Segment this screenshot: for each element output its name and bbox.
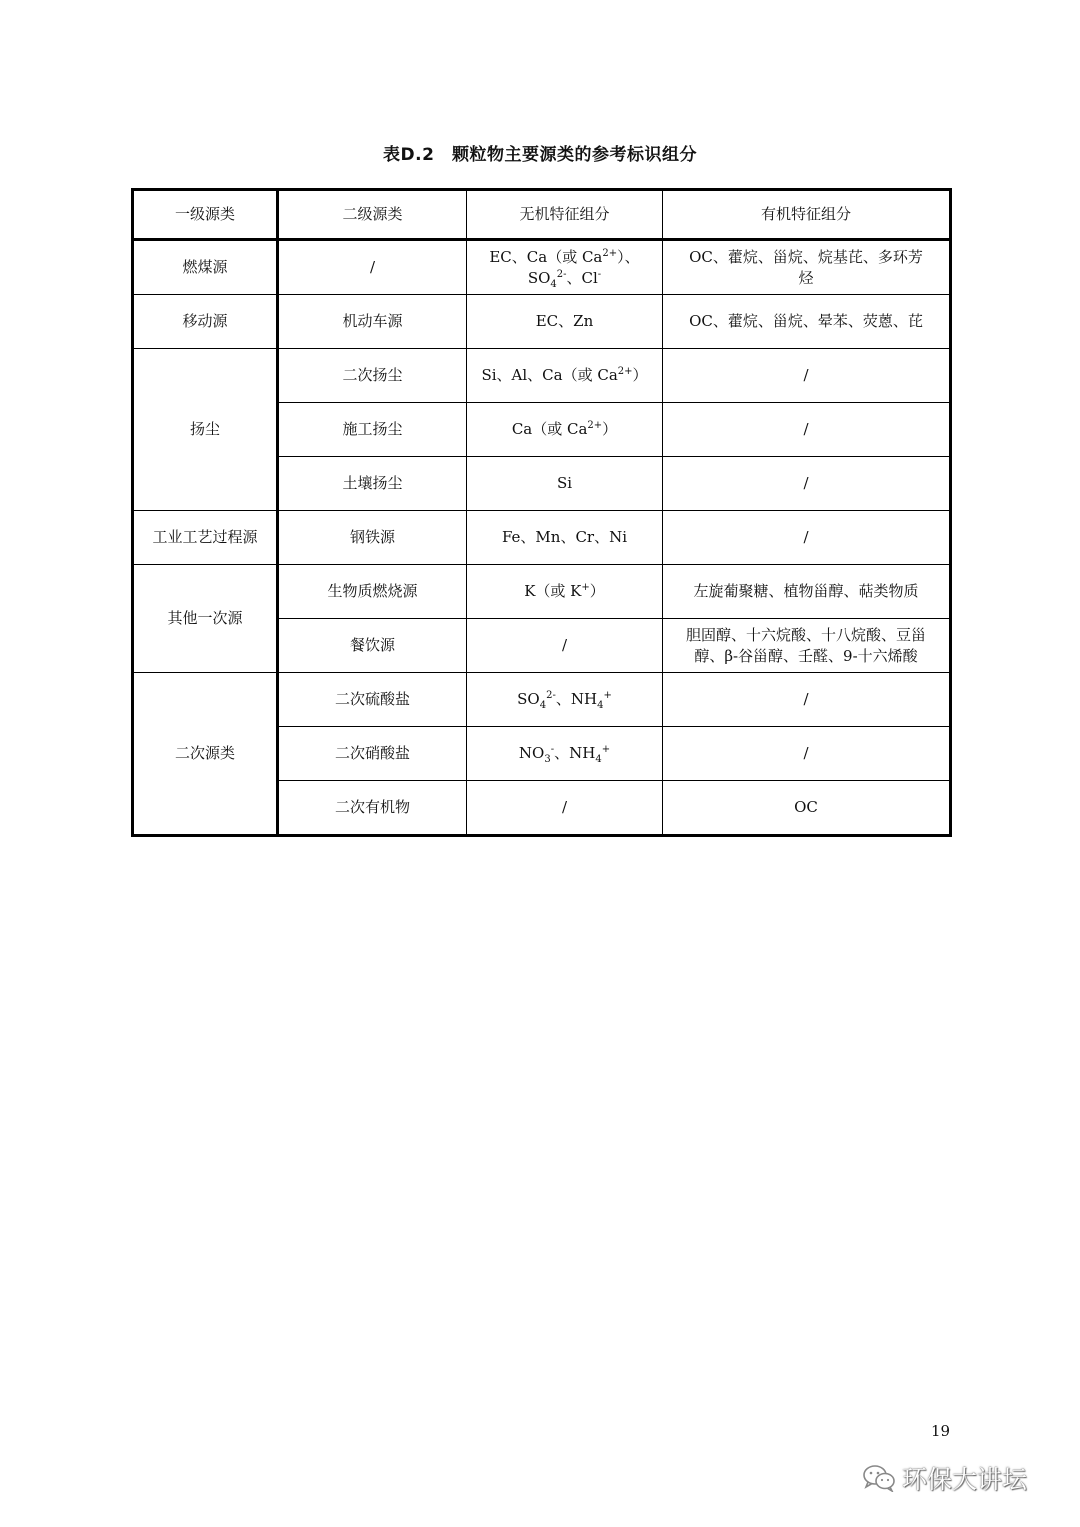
- inorganic-components-cell: $SO_4^{2-}$、$NH_4^+$: [467, 673, 663, 727]
- primary-source-cell: 工业工艺过程源: [133, 511, 278, 565]
- secondary-source-cell: 二次硫酸盐: [278, 673, 467, 727]
- watermark-text: 环保大讲坛: [902, 1465, 1028, 1494]
- wechat-icon: [862, 1464, 896, 1492]
- secondary-source-cell: 土壤扬尘: [278, 457, 467, 511]
- secondary-source-cell: 餐饮源: [278, 619, 467, 673]
- inorganic-components-cell: Si、Al、Ca（或 $Ca^{2+}$）: [467, 349, 663, 403]
- secondary-source-cell: 二次硝酸盐: [278, 727, 467, 781]
- organic-components-cell: OC、藿烷、甾烷、晕苯、荧蒽、芘: [663, 295, 951, 349]
- inorganic-components-cell: K（或 K+）: [467, 565, 663, 619]
- secondary-source-cell: 施工扬尘: [278, 403, 467, 457]
- primary-source-cell: 燃煤源: [133, 240, 278, 295]
- header-primary-source: 一级源类: [133, 190, 278, 240]
- primary-source-cell: 移动源: [133, 295, 278, 349]
- organic-components-cell: /: [663, 457, 951, 511]
- inorganic-components-cell: Si: [467, 457, 663, 511]
- organic-components-cell: 左旋葡聚糖、植物甾醇、萜类物质: [663, 565, 951, 619]
- header-inorganic-components: 无机特征组分: [467, 190, 663, 240]
- organic-components-cell: OC、藿烷、甾烷、烷基芘、多环芳 烃: [663, 240, 951, 295]
- table-row: [133, 349, 951, 403]
- inorganic-components-cell: EC、Zn: [467, 295, 663, 349]
- watermark: [862, 1460, 1027, 1496]
- table-title: 表D.2 颗粒物主要源类的参考标识组分: [383, 145, 697, 165]
- table-row: [133, 511, 951, 565]
- secondary-source-cell: 生物质燃烧源: [278, 565, 467, 619]
- table-header-row: [133, 190, 951, 240]
- table-row: [133, 565, 951, 619]
- table-body: [133, 190, 951, 836]
- secondary-source-cell: 钢铁源: [278, 511, 467, 565]
- secondary-source-cell: /: [278, 240, 467, 295]
- header-secondary-source: 二级源类: [278, 190, 467, 240]
- page-number: 19: [931, 1422, 951, 1440]
- inorganic-components-cell: /: [467, 781, 663, 836]
- reference-components-table: [131, 188, 952, 837]
- secondary-source-cell: 二次有机物: [278, 781, 467, 836]
- inorganic-components-cell: /: [467, 619, 663, 673]
- secondary-source-cell: 二次扬尘: [278, 349, 467, 403]
- secondary-source-cell: 机动车源: [278, 295, 467, 349]
- organic-components-cell: /: [663, 511, 951, 565]
- inorganic-components-cell: Ca（或 $Ca^{2+}$）: [467, 403, 663, 457]
- table-row: [133, 240, 951, 295]
- organic-components-cell: OC: [663, 781, 951, 836]
- primary-source-cell: 其他一次源: [133, 565, 278, 673]
- header-organic-components: 有机特征组分: [663, 190, 951, 240]
- organic-components-cell: /: [663, 349, 951, 403]
- organic-components-cell: /: [663, 673, 951, 727]
- organic-components-cell: /: [663, 403, 951, 457]
- organic-components-cell: /: [663, 727, 951, 781]
- organic-components-cell: 胆固醇、十六烷酸、十八烷酸、豆甾 醇、β-谷甾醇、壬醛、9-十六烯酸: [663, 619, 951, 673]
- table-row: [133, 295, 951, 349]
- primary-source-cell: 二次源类: [133, 673, 278, 836]
- table-row: [133, 673, 951, 727]
- primary-source-cell: 扬尘: [133, 349, 278, 511]
- inorganic-components-cell: EC、Ca（或 $Ca^{2+}$）、 $SO_4^{2-}$、Cl-: [467, 240, 663, 295]
- inorganic-components-cell: $NO_3^-$、$NH_4^+$: [467, 727, 663, 781]
- inorganic-components-cell: Fe、Mn、Cr、Ni: [467, 511, 663, 565]
